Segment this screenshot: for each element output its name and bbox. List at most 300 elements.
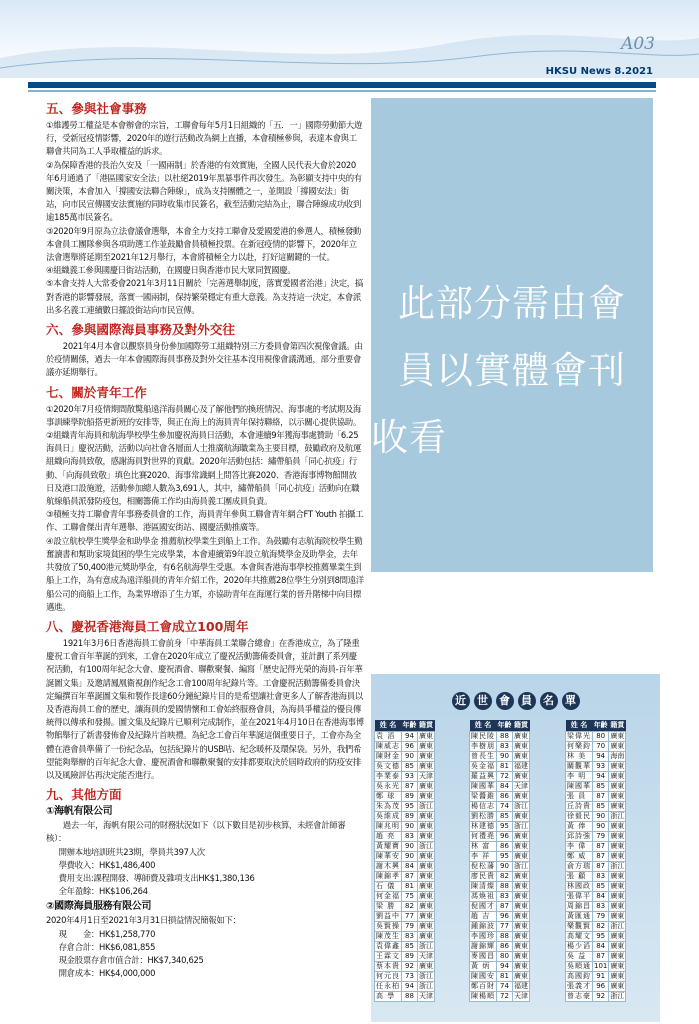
member-origin: 廣東	[419, 912, 433, 920]
member-age: 94	[402, 982, 418, 992]
member-name: 陳華安	[376, 852, 400, 860]
member-age: 85	[402, 942, 418, 952]
article-column	[46, 96, 364, 980]
table-row	[566, 772, 626, 782]
table-row	[470, 742, 530, 752]
member-age: 79	[593, 832, 609, 842]
member-age: 89	[402, 812, 418, 822]
table-row	[566, 732, 626, 742]
member-age: 85	[402, 762, 418, 772]
roster-title-char: 近	[452, 692, 470, 710]
member-origin: 廣東	[610, 732, 625, 740]
member-origin: 廣東	[419, 882, 433, 890]
member-age: 90	[402, 852, 418, 862]
member-name: 蔡本貴	[376, 962, 400, 970]
finance-row: 開辦本地培訓班共23期，學員共397人次	[58, 846, 205, 857]
table-row	[470, 872, 530, 882]
member-age: 83	[497, 742, 513, 752]
member-name: 陳國華	[471, 782, 495, 790]
member-name: 林 富	[470, 842, 497, 852]
member-origin: 廣東	[610, 852, 625, 860]
member-name: 何金福	[376, 892, 400, 900]
member-origin: 廣東	[419, 752, 433, 760]
member-name: 陳國華	[567, 782, 591, 790]
table-row	[470, 782, 530, 792]
table-row	[470, 812, 530, 822]
member-name: 倪松藩	[471, 862, 495, 870]
member-age: 94	[593, 752, 609, 762]
member-name: 鄭 威	[566, 852, 593, 862]
roster-title-char: 單	[562, 692, 580, 710]
member-age: 90	[402, 752, 418, 762]
member-name: 何禮堯	[471, 832, 495, 840]
member-name: 趙 吉	[470, 912, 497, 922]
member-name: 陳清燦	[471, 882, 495, 890]
member-origin: 廣東	[610, 902, 625, 910]
issue-label: HKSU News 8.2021	[545, 66, 653, 77]
member-name: 丘詩貴	[567, 802, 591, 810]
member-age: 88	[497, 932, 513, 942]
member-origin: 廣東	[514, 952, 528, 960]
table-row	[375, 982, 435, 992]
table-row	[566, 812, 626, 822]
table-row	[375, 842, 435, 852]
member-origin: 浙江	[419, 982, 433, 990]
member-age: 94	[497, 962, 513, 972]
member-origin: 海南	[610, 752, 625, 760]
member-name: 劉松勝	[471, 812, 495, 820]
member-origin: 廣東	[514, 792, 528, 800]
member-age: 96	[497, 832, 513, 842]
member-age: 70	[593, 742, 609, 752]
member-age: 82	[402, 902, 418, 912]
member-age: 87	[593, 842, 609, 852]
member-age: 77	[402, 912, 418, 922]
member-origin: 天津	[514, 992, 528, 1000]
member-age: 81	[402, 882, 418, 892]
roster-header-cell: 籍貫	[609, 720, 626, 732]
table-row	[375, 792, 435, 802]
member-origin: 廣東	[419, 742, 433, 750]
member-origin: 廣東	[514, 742, 528, 750]
member-name: 李 祥	[470, 852, 497, 862]
member-name: 李業泰	[376, 772, 400, 780]
table-row	[470, 772, 530, 782]
page-number: A03	[621, 34, 655, 54]
table-row	[566, 882, 626, 892]
table-row	[375, 932, 435, 942]
paragraph: ①2020年7月疫情期間散驚船遠洋海員關心及了解他們的換班情況、海事處的考試期及海事訓練學院船搭更新班的安排等，與正在海上的海員青年保持聯絡，以示關心提供協助。	[46, 403, 361, 427]
member-age: 83	[402, 932, 418, 942]
notice-line-2: 員以實體會刊	[398, 349, 626, 392]
member-age: 88	[497, 882, 513, 892]
roster-title-char: 員	[518, 692, 536, 710]
member-age: 92	[593, 992, 609, 1002]
roster-header-cell: 年齡	[593, 720, 609, 732]
member-name: 邱詩強	[567, 832, 591, 840]
member-age: 94	[402, 732, 418, 742]
table-row	[566, 972, 626, 982]
table-row	[566, 962, 626, 972]
member-origin: 廣東	[419, 832, 433, 840]
table-row	[375, 972, 435, 982]
member-origin: 廣東	[514, 902, 528, 910]
table-row	[470, 972, 530, 982]
paragraph: 2021年4月本會以觀察員身份參加國際勞工組織特別三方委員會第四次視像會議。由於疫情關係，過去一年本會國際海員事務及對外交往基本沒用視像會議溝通，部分重要會議亦延期舉行。	[46, 341, 363, 378]
member-name: 陳錦孝	[376, 872, 400, 880]
member-age: 89	[402, 952, 418, 962]
table-row	[470, 892, 530, 902]
roster-title-char: 世	[474, 692, 492, 710]
table-row	[470, 912, 530, 922]
member-origin: 浙江	[419, 972, 433, 980]
member-name: 關觀華	[567, 762, 591, 770]
member-origin: 廣東	[514, 812, 528, 820]
member-age: 90	[593, 822, 609, 832]
member-age: 91	[593, 972, 609, 982]
table-row	[375, 812, 435, 822]
member-origin: 浙江	[419, 942, 433, 950]
member-name: 吳維成	[376, 812, 400, 820]
member-origin: 廣東	[514, 942, 528, 950]
roster-header-cell: 年齡	[497, 720, 513, 732]
member-origin: 廣東	[610, 742, 625, 750]
member-age: 83	[593, 872, 609, 882]
member-origin: 廣東	[419, 902, 433, 910]
member-name: 吳永光	[376, 782, 400, 790]
table-row	[470, 942, 530, 952]
table-row	[375, 862, 435, 872]
member-age: 87	[593, 952, 609, 962]
member-name: 陳茂生	[376, 932, 400, 940]
member-origin: 廣東	[610, 792, 625, 800]
member-origin: 廣東	[610, 972, 625, 980]
table-row	[470, 902, 530, 912]
member-origin: 廣東	[514, 832, 528, 840]
paragraph: ⑤本會支持人大常委會2021年3月11日關於「完善選舉制度，落實愛國者治港」決定，搞對香港的影響發展，落實一國兩制，保持繁榮穩定有重大意義。為支持這一決定，本會派出多名義工連續數日擺設街站向市民宣傳。	[46, 278, 363, 315]
company-intro: 過去一年，海帆有限公司的財務狀況如下（以下數目是初步核算，未經會計師審核）：	[46, 820, 346, 844]
member-name: 王霖文	[376, 952, 400, 960]
member-origin: 廣東	[610, 762, 625, 770]
member-origin: 天津	[419, 992, 433, 1000]
table-row	[566, 982, 626, 992]
member-name: 倪國才	[471, 902, 495, 910]
member-origin: 廣東	[514, 732, 528, 740]
member-name: 高 學	[375, 992, 402, 1002]
member-name: 趙 亮	[375, 832, 402, 842]
member-origin: 廣東	[514, 842, 528, 850]
member-age: 96	[497, 912, 513, 922]
paragraph: ③2020年9月原為立法會議會選舉，本會全力支持工聯會及愛國愛港的參選人，積極發動本會員工團隊參與各項助選工作並鼓勵會員積極投票。在新冠疫情的影響下，2020年立法會選舉將延期至2021年12月舉行，本會將積極全力以赴，打好這關鍵的一仗。	[46, 225, 361, 263]
member-age: 86	[497, 942, 513, 952]
table-row	[470, 992, 530, 1002]
member-name: 楊少滔	[567, 942, 591, 950]
member-age: 87	[593, 852, 609, 862]
member-age: 83	[402, 832, 418, 842]
member-name: 黃 俸	[566, 822, 593, 832]
member-origin: 廣東	[419, 822, 433, 830]
member-age: 74	[497, 982, 513, 992]
member-name: 劉益中	[376, 912, 400, 920]
member-age: 96	[402, 742, 418, 752]
member-name: 周錦昌	[567, 902, 591, 910]
member-age: 90	[402, 822, 418, 832]
table-row	[375, 912, 435, 922]
member-name: 吳順通	[567, 962, 591, 970]
member-name: 何樂鈞	[567, 742, 591, 750]
member-age: 82	[497, 872, 513, 882]
member-age: 88	[402, 992, 418, 1002]
member-origin: 廣東	[514, 752, 528, 760]
member-age: 80	[593, 732, 609, 742]
member-origin: 廣東	[610, 982, 625, 990]
header-rule-thin	[28, 90, 656, 92]
section-heading: 九、其他方面	[46, 787, 122, 803]
member-age: 73	[402, 972, 418, 982]
member-age: 92	[402, 962, 418, 972]
member-name: 張 顧	[566, 872, 593, 882]
table-row	[470, 792, 530, 802]
finance-row: 現金股票存倉市值合計：HK$7,340,625	[58, 954, 204, 965]
member-age: 95	[402, 802, 418, 812]
table-row	[566, 782, 626, 792]
member-name: 張 員	[566, 792, 593, 802]
table-row	[375, 832, 435, 842]
member-name: 梁醬錐	[471, 792, 495, 800]
member-name: 陳兆明	[376, 822, 400, 830]
table-row	[470, 952, 530, 962]
deceased-members-roster	[371, 674, 660, 1022]
paragraph: ②組織青年海員和航海學校學生參加慶祝海員日活動，本會連續9年獲海事處贊助「6.25 海員日」慶祝活動，活動以向社會各層面人士推廣航海職業為主要目標，鼓勵政府及航運組織向海員致敬，感謝海員對世界的貢獻。2020年活動包括：繡帶船員「同心抗疫」行動、「向海員致敬」填色比賽2020、海事常識網上問答比賽2020、香港海事博物館開放日及港口設施遊，活動參加總人數為3,691人，其中，繡帶船員「同心抗疫」活動向在職航線船員派發防疫包，相關籌備工作均由海員義工團成員負責。	[46, 430, 361, 507]
roster-table	[374, 720, 435, 1002]
member-origin: 廣東	[610, 942, 625, 950]
roster-header-cell: 姓 名	[566, 720, 593, 732]
table-row	[566, 932, 626, 942]
member-age: 87	[497, 902, 513, 912]
member-name: 楊信志	[471, 802, 495, 810]
table-row	[566, 992, 626, 1002]
member-origin: 天津	[514, 782, 528, 790]
member-name: 羅益興	[471, 772, 495, 780]
member-age: 87	[593, 862, 609, 872]
member-origin: 廣東	[514, 772, 528, 780]
member-origin: 福建	[514, 982, 528, 990]
member-origin: 廣東	[419, 852, 433, 860]
member-age: 87	[402, 872, 418, 882]
table-row	[375, 892, 435, 902]
roster-header-cell: 年齡	[402, 720, 418, 732]
member-origin: 廣東	[610, 912, 625, 920]
member-name: 何元良	[376, 972, 400, 980]
member-origin: 廣東	[514, 962, 528, 970]
member-origin: 廣東	[610, 832, 625, 840]
member-origin: 廣東	[419, 792, 433, 800]
member-age: 96	[593, 982, 609, 992]
member-name: 袁 滔	[375, 732, 402, 742]
member-age: 90	[497, 752, 513, 762]
member-age: 90	[593, 812, 609, 822]
roster-table	[469, 720, 530, 1002]
section-heading: 六、參與國際海員事務及對外交往	[46, 322, 235, 338]
member-name: 吳 益	[566, 952, 593, 962]
table-row	[566, 902, 626, 912]
member-origin: 廣東	[610, 772, 625, 780]
table-row	[566, 942, 626, 952]
member-origin: 福建	[514, 762, 528, 770]
member-name: 張義才	[567, 982, 591, 990]
member-age: 82	[593, 922, 609, 932]
table-row	[470, 932, 530, 942]
roster-title-char: 名	[540, 692, 558, 710]
member-name: 陳威志	[376, 742, 400, 750]
table-row	[375, 742, 435, 752]
member-name: 梁 勝	[375, 902, 402, 912]
member-name: 任永柏	[376, 982, 400, 990]
member-name: 吳金福	[471, 762, 495, 770]
table-row	[566, 802, 626, 812]
section-heading: 五、參與社會事務	[46, 101, 147, 116]
member-age: 85	[497, 812, 513, 822]
member-name: 李 明	[566, 772, 593, 782]
member-name: 李國珍	[471, 932, 495, 940]
paragraph: ③積極支持工聯會青年事務委員會的工作，海員青年參與工聯會青年網合FT Youth 拍攝工作、工聯會傑出青年選舉、港區國安街站、國慶活動推廣等。	[46, 509, 364, 533]
member-age: 84	[497, 782, 513, 792]
member-origin: 廣東	[419, 962, 433, 970]
member-origin: 廣東	[419, 862, 433, 870]
member-age: 95	[497, 852, 513, 862]
table-row	[470, 732, 530, 742]
company-heading: ①海帆有限公司	[46, 806, 113, 818]
table-row	[375, 852, 435, 862]
member-origin: 廣東	[514, 932, 528, 940]
member-name: 吳文德	[376, 762, 400, 770]
table-row	[566, 852, 626, 862]
member-name: 朱為茂	[376, 802, 400, 810]
table-row	[375, 902, 435, 912]
member-name: 陳財金	[376, 752, 400, 760]
member-age: 95	[593, 932, 609, 942]
member-age: 80	[497, 952, 513, 962]
member-origin: 廣東	[610, 872, 625, 880]
member-name: 曾志豪	[567, 992, 591, 1000]
member-name: 李 偉	[566, 842, 593, 852]
member-age: 89	[402, 792, 418, 802]
member-age: 77	[497, 922, 513, 932]
member-age: 101	[594, 962, 608, 970]
finance-row: 存倉合計：HK$6,081,855	[58, 941, 156, 952]
table-row	[470, 832, 530, 842]
roster-header-cell: 姓 名	[375, 720, 402, 732]
roster-header-cell: 姓 名	[470, 720, 497, 732]
member-name: 陳民陵	[471, 732, 495, 740]
table-row	[470, 852, 530, 862]
member-name: 謝錦輝	[471, 942, 495, 950]
table-row	[566, 832, 626, 842]
member-name: 鄭百財	[471, 982, 495, 990]
finance-row: 全年盈餘：HK$106,264	[58, 886, 148, 897]
member-origin: 廣東	[419, 782, 433, 790]
member-age: 79	[593, 912, 609, 922]
member-name: 李樹朋	[471, 742, 495, 750]
table-row	[375, 992, 435, 1002]
member-age: 87	[402, 782, 418, 792]
table-row	[375, 922, 435, 932]
member-name: 廖民貴	[471, 872, 495, 880]
member-age: 83	[497, 892, 513, 902]
paragraph: 1921年3月6日香港海員工會前身「中華海員工業聯合總會」在香港成立，為了隆重慶祝工會百年華誕的到來，工會在2020年成立了慶祝活動籌備委員會，並計劃了系列慶祝活動，有100周年紀念大會、慶祝酒會、聯歡聚餐、編寫「歷史記得光榮的海員-百年華誕圖文集」及邀請鳳凰衛視創作紀念工會100周年紀錄片等。工會慶祝活動籌備委員會決定編撰百年華誕圖文集和製作長達60分鐘紀錄片目的是希望讓社會更多人了解香港海員以及香港海員工會的歷史，讓海員的愛國情懷和工會始終服務會員，為海員爭權益的優良傳統得以傳承和發揚。圖文集及紀錄片已順利完成制作，並在2021年4月10日在香港海事博物館舉行了新書發佈會及紀錄片首映禮。為紀念工會百年華誕這個重要日子，工會亦為全體在港會員準備了一份紀念品，包括紀錄片的USB咭、紀念暖杯及環保袋。另外，我們希望能夠舉辦的百年紀念大會、慶祝酒會和聯歡聚餐的安排都要取決於屆時政府的防疫安排以及風險評估再決定能否進行。	[46, 637, 364, 780]
member-origin: 浙江	[610, 922, 625, 930]
table-row	[375, 732, 435, 742]
member-name: 黃耀寶	[376, 842, 400, 850]
table-row	[566, 742, 626, 752]
member-age: 93	[593, 762, 609, 772]
paragraph: ②為保障香港的長治久安及「一國兩制」於香港的有效實施，全國人民代表大會於2020年6月通過了「港區國家安全法」以杜絕2019年黑暴事件再次發生。為彰顯支持中央的有關決策，本會加入「撐國安法聯合陣線」，成為支持團體之一，並開設「撐國安法」街站，向市民宣傳國安法實施的同時收集市民簽名，截至活動完結為止，聯合陣線成功收到逾185萬市民簽名。	[46, 159, 362, 223]
member-name: 樂觀賢	[567, 922, 591, 930]
header-rule	[28, 82, 656, 88]
member-origin: 廣東	[419, 762, 433, 770]
member-age: 81	[497, 972, 513, 982]
finance-row: 學費收入：HK$1,486,400	[58, 859, 156, 870]
paragraph: ④設立航校學生獎學金和助學金 推薦航校學業生到船上工作。為鼓勵有志航海院校學生勤奮讀書和幫助家境貧困的學生完成學業，本會連續第9年設立航海獎學金及助學金，去年共發放了50,400港元獎助學金，有6名航海學生受惠。本會與香港海事學校推薦畢業生到船上工作，為有意成為遠洋船員的青年介紹工作，2020年共推薦28位學生分別到8間遠洋船公司的商船上工作，為業界增添了生力軍，亦協助青年在海運行業的晉升階梯中向目標邁進。	[46, 535, 364, 612]
member-origin: 廣東	[514, 922, 528, 930]
paragraph: ①維護勞工權益是本會辦會的宗旨，工聯會每年5月1日組織的「五．一」國際勞動節大遊行，受新冠疫情影響，2020年的遊行活動改為網上直播，本會積極參與，表達本會與工聯會共同為工人爭取權益的訴求。	[46, 120, 363, 157]
roster-table	[565, 720, 626, 1002]
member-name: 謝木興	[376, 862, 400, 870]
table-row	[566, 862, 626, 872]
table-row	[375, 772, 435, 782]
member-age: 85	[593, 882, 609, 892]
member-origin: 廣東	[610, 882, 625, 890]
member-name: 黃匯通	[567, 912, 591, 920]
table-row	[470, 802, 530, 812]
section-heading: 八、慶祝香港海員工會成立100周年	[46, 618, 249, 634]
members-only-notice	[371, 270, 653, 471]
roster-title-char: 會	[496, 692, 514, 710]
table-row	[470, 862, 530, 872]
member-age: 90	[402, 842, 418, 852]
member-age: 86	[497, 792, 513, 802]
table-row	[375, 882, 435, 892]
member-origin: 廣東	[514, 912, 528, 920]
member-name: 林 美	[566, 752, 593, 762]
table-row	[566, 752, 626, 762]
member-origin: 廣東	[514, 972, 528, 980]
member-name: 陳國安	[471, 972, 495, 980]
table-row	[470, 762, 530, 772]
table-row	[470, 822, 530, 832]
member-age: 93	[402, 772, 418, 782]
member-age: 74	[497, 802, 513, 812]
table-row	[375, 942, 435, 952]
member-age: 85	[593, 782, 609, 792]
member-origin: 浙江	[514, 822, 528, 830]
roster-header-cell: 籍貫	[418, 720, 435, 732]
table-row	[566, 952, 626, 962]
member-name: 徐毅民	[567, 812, 591, 820]
member-name: 高耀文	[567, 932, 591, 940]
member-origin: 廣東	[610, 952, 625, 960]
member-origin: 廣東	[514, 892, 528, 900]
member-origin: 浙江	[610, 862, 625, 870]
member-age: 84	[593, 892, 609, 902]
member-age: 75	[402, 892, 418, 902]
member-origin: 廣東	[610, 842, 625, 850]
member-origin: 浙江	[610, 992, 625, 1000]
member-age: 86	[497, 842, 513, 852]
member-age: 84	[402, 862, 418, 872]
table-row	[566, 922, 626, 932]
table-row	[375, 802, 435, 812]
